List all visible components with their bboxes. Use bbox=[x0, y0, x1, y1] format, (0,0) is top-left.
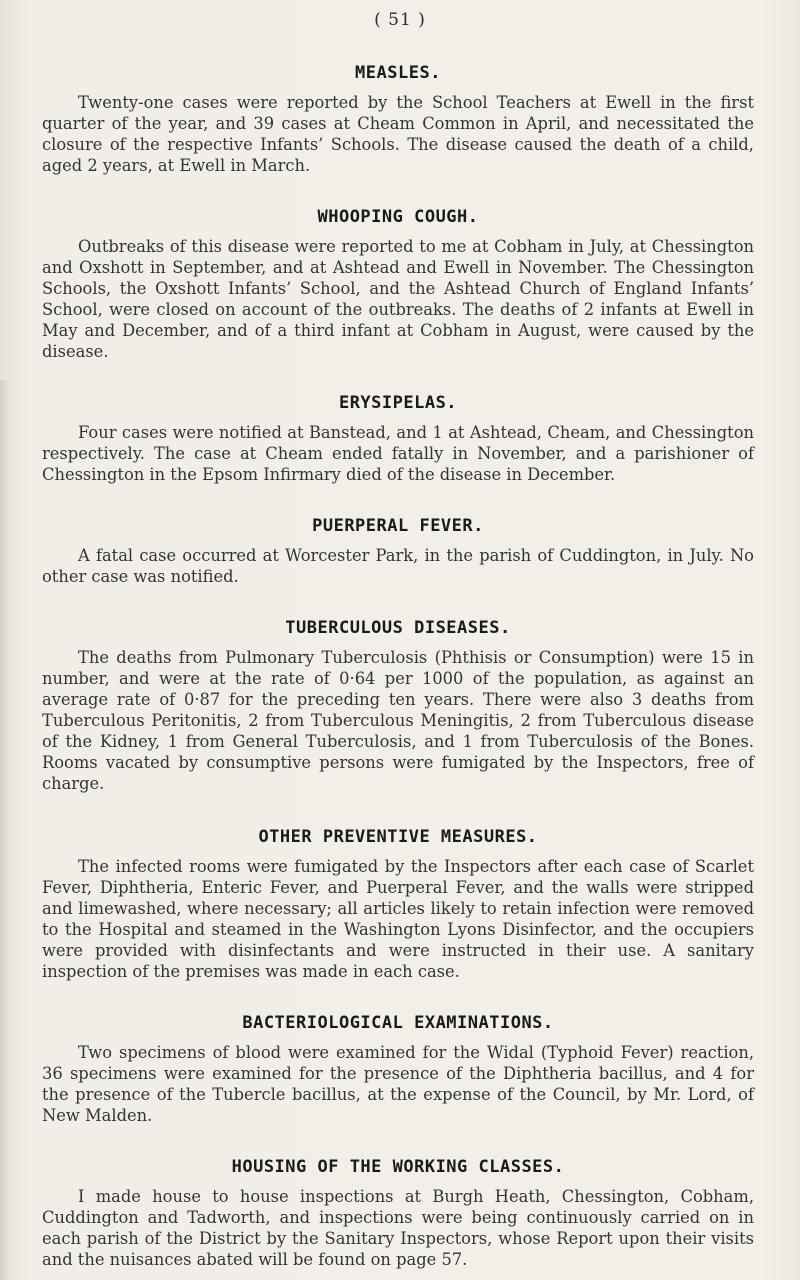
section-heading: ERYSIPELAS. bbox=[338, 393, 458, 413]
section-paragraph: Outbreaks of this disease were reported to me at Cobham in July, at Chessington and Oxshott in September, and at Ashtead and Ewell in November. The Chessington Schools, the Oxshott Infants’ School, and the Ashtead Church of England Infants’ School, were closed on account of the outbreaks. The deaths of 2 infants at Ewell in May and December, and of a third infant at Cobham in August, were caused by the disease. bbox=[42, 237, 754, 361]
section-whooping-cough bbox=[42, 206, 754, 362]
section-heading: PUERPERAL FEVER. bbox=[312, 516, 484, 536]
section-puerperal-fever bbox=[42, 515, 754, 587]
document-body bbox=[42, 62, 754, 1270]
section-heading: WHOOPING COUGH. bbox=[317, 207, 479, 227]
section-paragraph: Twenty-one cases were reported by the School Teachers at Ewell in the first quarter of the year, and 39 cases at Cheam Common in April, and necessitated the closure of the respective Infants’ Schools. The disease caused the death of a child, aged 2 years, at Ewell in March. bbox=[42, 93, 754, 175]
section-other-preventive-measures bbox=[42, 826, 754, 982]
section-housing-working-classes bbox=[42, 1156, 754, 1270]
section-heading: HOUSING OF THE WORKING CLASSES. bbox=[231, 1157, 565, 1177]
section-paragraph: The deaths from Pulmonary Tuberculosis (Phthisis or Consumption) were 15 in number, and were at the rate of 0·64 per 1000 of the population, as against an average rate of 0·87 for the preceding ten years. There were also 3 deaths from Tuberculous Peritonitis, 2 from Tuberculous Meningitis, 2 from Tuberculous disease of the Kidney, 1 from General Tuberculosis, and 1 from Tuberculosis of the Bones. Rooms vacated by consumptive persons were fumigated by the Inspectors, free of charge. bbox=[42, 648, 754, 793]
section-paragraph: The infected rooms were fumigated by the Inspectors after each case of Scarlet Fever, Diphtheria, Enteric Fever, and Puerperal Fever, and the walls were stripped and limewashed, where necessary; all articles likely to retain infection were removed to the Hospital and steamed in the Washington Lyons Disinfector, and the occupiers were provided with disinfectants and were instructed in their use. A sanitary inspection of the premises was made in each case. bbox=[42, 857, 754, 981]
section-erysipelas bbox=[42, 392, 754, 485]
section-heading: MEASLES. bbox=[355, 63, 441, 83]
section-paragraph: I made house to house inspections at Burgh Heath, Chessington, Cobham, Cuddington and Tadworth, and inspections were being continuously carried on in each parish of the District by the Sanitary Inspectors, whose Report upon their visits and the nuisances abated will be found on page 57. bbox=[42, 1187, 754, 1269]
section-tuberculous-diseases bbox=[42, 617, 754, 794]
binding-shadow bbox=[0, 380, 10, 1280]
section-bacteriological-examinations bbox=[42, 1012, 754, 1126]
section-heading: BACTERIOLOGICAL EXAMINATIONS. bbox=[242, 1013, 554, 1033]
page-number: ( 51 ) bbox=[374, 10, 426, 30]
section-measles bbox=[42, 62, 754, 176]
section-paragraph: Two specimens of blood were examined for the Widal (Typhoid Fever) reaction, 36 specimens were examined for the presence of the Diphtheria bacillus, and 4 for the presence of the Tubercle bacillus, at the expense of the Council, by Mr. Lord, of New Malden. bbox=[42, 1043, 754, 1125]
section-paragraph: A fatal case occurred at Worcester Park, in the parish of Cuddington, in July. No other case was notified. bbox=[42, 546, 754, 586]
section-heading: TUBERCULOUS DISEASES. bbox=[285, 618, 511, 638]
section-paragraph: Four cases were notified at Banstead, and 1 at Ashtead, Cheam, and Chessington respectively. The case at Cheam ended fatally in November, and a parishioner of Chessington in the Epsom Infirmary died of the disease in December. bbox=[42, 423, 754, 484]
section-heading: OTHER PREVENTIVE MEASURES. bbox=[258, 827, 538, 847]
